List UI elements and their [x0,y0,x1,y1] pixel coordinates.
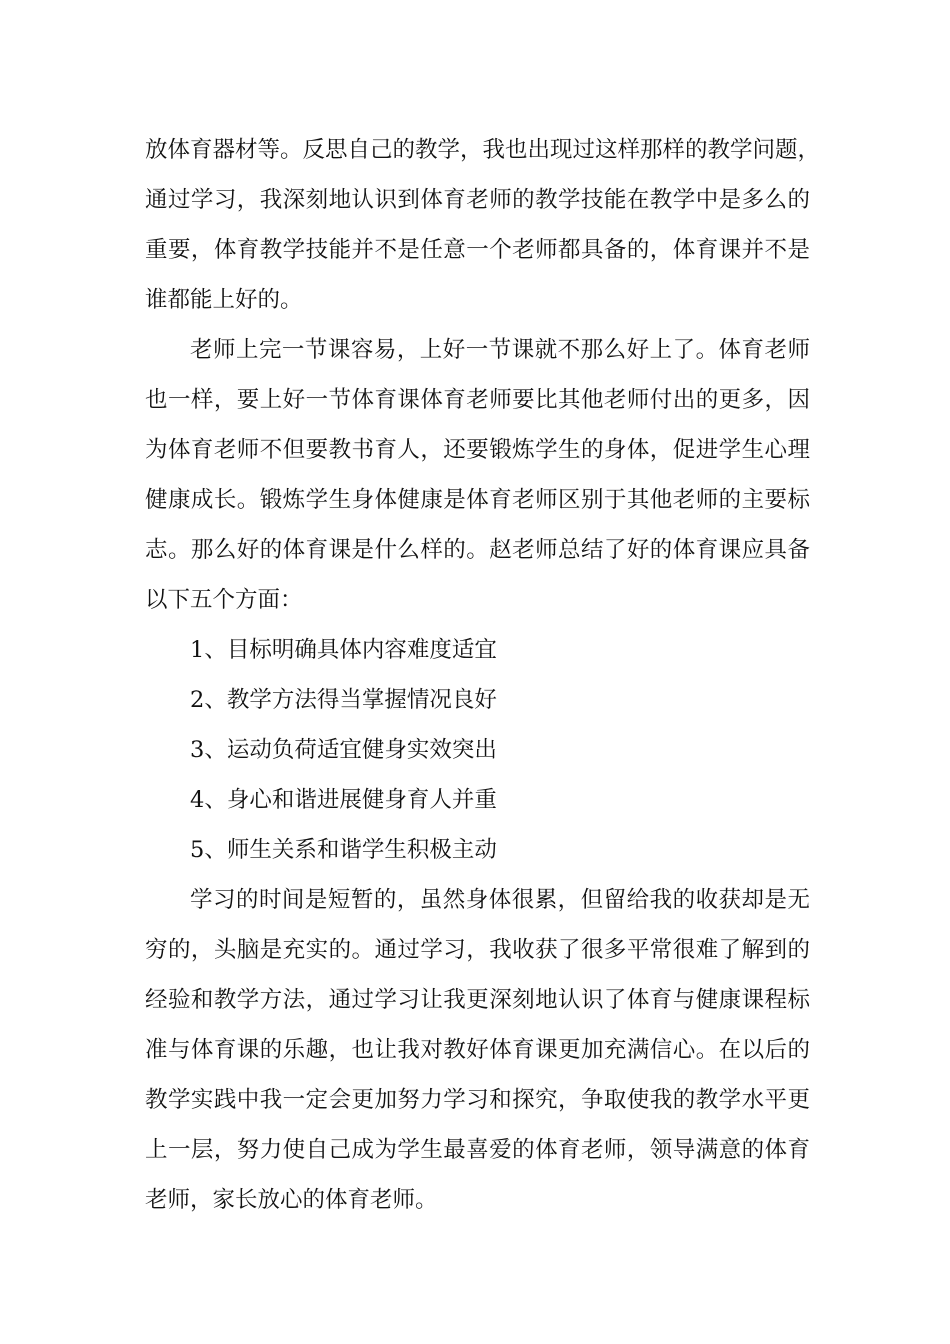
list-item: 3、运动负荷适宜健身实效突出 [190,737,497,763]
text-line: 经验和教学方法，通过学习让我更深刻地认识了体育与健康课程标 [145,987,810,1013]
text-line: 谁都能上好的。 [145,287,303,313]
text-line: 准与体育课的乐趣，也让我对教好体育课更加充满信心。在以后的 [145,1037,810,1063]
text-line: 学习的时间是短暂的，虽然身体很累，但留给我的收获却是无 [190,887,810,913]
paragraph-good-class [145,325,810,625]
paragraph-closing [145,875,810,1225]
list-item: 2、教学方法得当掌握情况良好 [190,687,497,713]
text-line: 老师，家长放心的体育老师。 [145,1187,438,1213]
text-line: 上一层，努力使自己成为学生最喜爱的体育老师，领导满意的体育 [145,1137,810,1163]
text-line: 为体育老师不但要教书育人，还要锻炼学生的身体，促进学生心理 [145,437,810,463]
text-line: 教学实践中我一定会更加努力学习和探究，争取使我的教学水平更 [145,1087,810,1113]
document-body [145,125,821,1225]
text-line: 志。那么好的体育课是什么样的。赵老师总结了好的体育课应具备 [145,537,810,563]
list-item: 4、身心和谐进展健身育人并重 [190,787,497,813]
list-item: 5、师生关系和谐学生积极主动 [190,837,497,863]
text-line: 也一样，要上好一节体育课体育老师要比其他老师付出的更多，因 [145,387,810,413]
text-line: 以下五个方面： [145,587,303,613]
text-line: 通过学习，我深刻地认识到体育老师的教学技能在教学中是多么的 [145,187,810,213]
text-line: 放体育器材等。反思自己的教学，我也出现过这样那样的教学问题， [145,137,821,163]
five-aspects-list [145,625,810,875]
text-line: 重要，体育教学技能并不是任意一个老师都具备的，体育课并不是 [145,237,810,263]
paragraph-reflection [145,125,821,325]
text-line: 老师上完一节课容易，上好一节课就不那么好上了。体育老师 [190,337,810,363]
text-line: 健康成长。锻炼学生身体健康是体育老师区别于其他老师的主要标 [145,487,810,513]
text-line: 穷的，头脑是充实的。通过学习，我收获了很多平常很难了解到的 [145,937,810,963]
list-item: 1、目标明确具体内容难度适宜 [190,637,497,663]
